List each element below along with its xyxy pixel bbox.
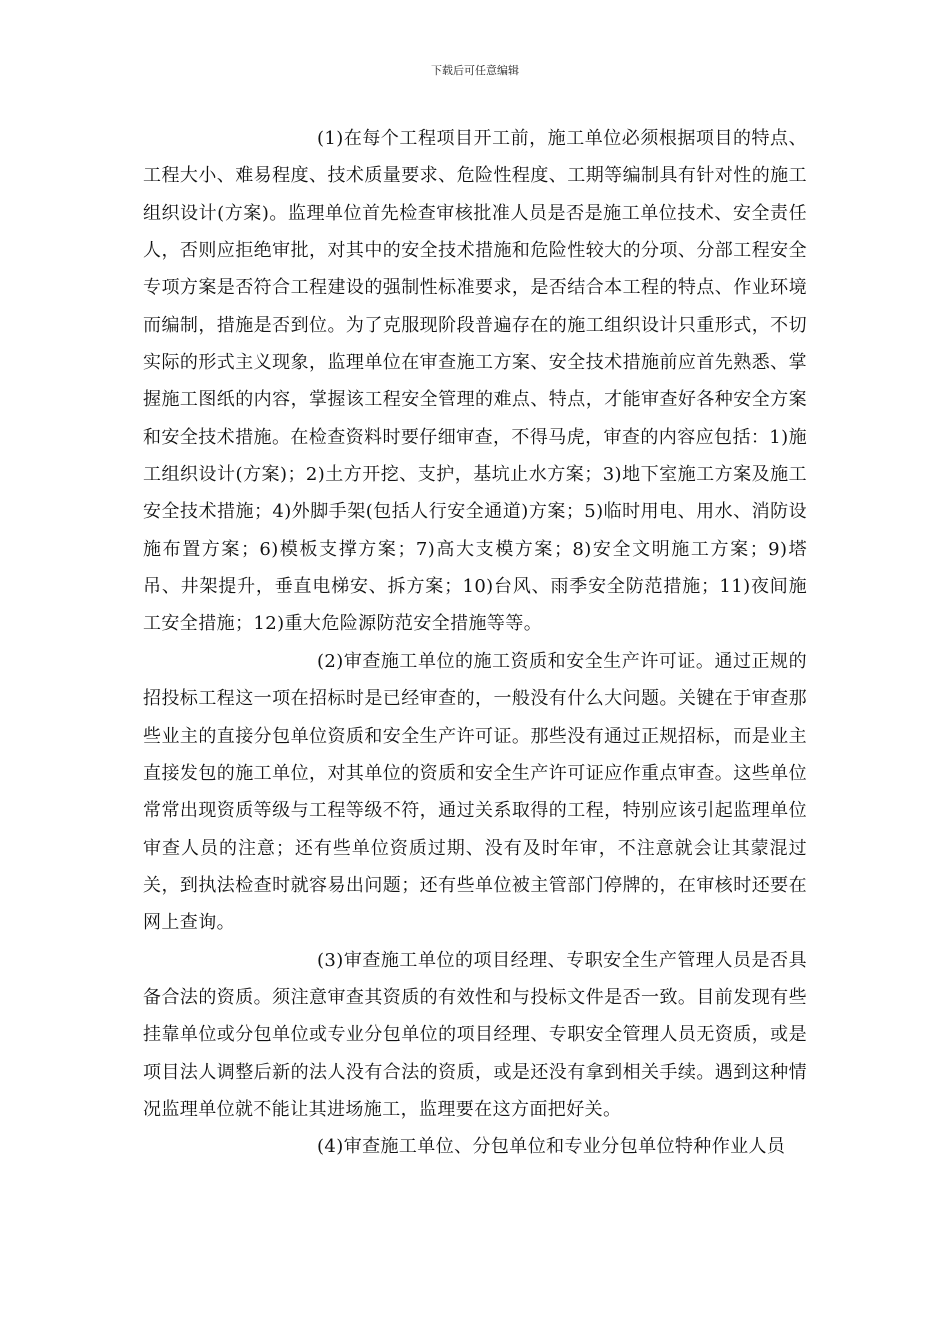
paragraph-2: (2)审查施工单位的施工资质和安全生产许可证。通过正规的招投标工程这一项在招标时是已经审查的，一般没有什么大问题。关键在于审查那些业主的直接分包单位资质和安全生产许可证。那些没有通过正规招标，而是业主直接发包的施工单位，对其单位的资质和安全生产许可证应作重点审查。这些单位常常出现资质等级与工程等级不符，通过关系取得的工程，特别应该引起监理单位审查人员的注意；还有些单位资质过期、没有及时年审，不注意就会让其蒙混过关，到执法检查时就容易出问题；还有些单位被主管部门停牌的，在审核时还要在网上查询。 — [143, 650, 807, 934]
paragraph-3: (3)审查施工单位的项目经理、专职安全生产管理人员是否具备合法的资质。须注意审查其资质的有效性和与投标文件是否一致。目前发现有些挂靠单位或分包单位或专业分包单位的项目经理、专职安全管理人员无资质，或是项目法人调整后新的法人没有合法的资质，或是还没有拿到相关手续。遇到这种情况监理单位就不能让其进场施工，监理要在这方面把好关。 — [143, 949, 807, 1120]
paragraph-4: (4)审查施工单位、分包单位和专业分包单位特种作业人员 — [317, 1136, 786, 1158]
page-header: 下载后可任意编辑 — [431, 64, 519, 77]
paragraph-1: (1)在每个工程项目开工前，施工单位必须根据项目的特点、工程大小、难易程度、技术质量要求、危险性程度、工期等编制具有针对性的施工组织设计(方案)。监理单位首先检查审核批准人员是否是施工单位技术、安全责任人，否则应拒绝审批，对其中的安全技术措施和危险性较大的分项、分部工程安全专项方案是否符合工程建设的强制性标准要求，是否结合本工程的特点、作业环境而编制，措施是否到位。为了克服现阶段普遍存在的施工组织设计只重形式，不切实际的形式主义现象，监理单位在审查施工方案、安全技术措施前应首先熟悉、掌握施工图纸的内容，掌握该工程安全管理的难点、特点，才能审查好各种安全方案和安全技术措施。在检查资料时要仔细审查，不得马虎，审查的内容应包括：1)施工组织设计(方案)；2)土方开挖、支护，基坑止水方案；3)地下室施工方案及施工安全技术措施；4)外脚手架(包括人行安全通道)方案；5)临时用电、用水、消防设施布置方案；6)模板支撑方案；7)高大支模方案；8)安全文明施工方案；9)塔吊、井架提升，垂直电梯安、拆方案；10)台风、雨季安全防范措施；11)夜间施工安全措施；12)重大危险源防范安全措施等等。 — [143, 128, 807, 635]
document-body — [143, 120, 807, 1166]
